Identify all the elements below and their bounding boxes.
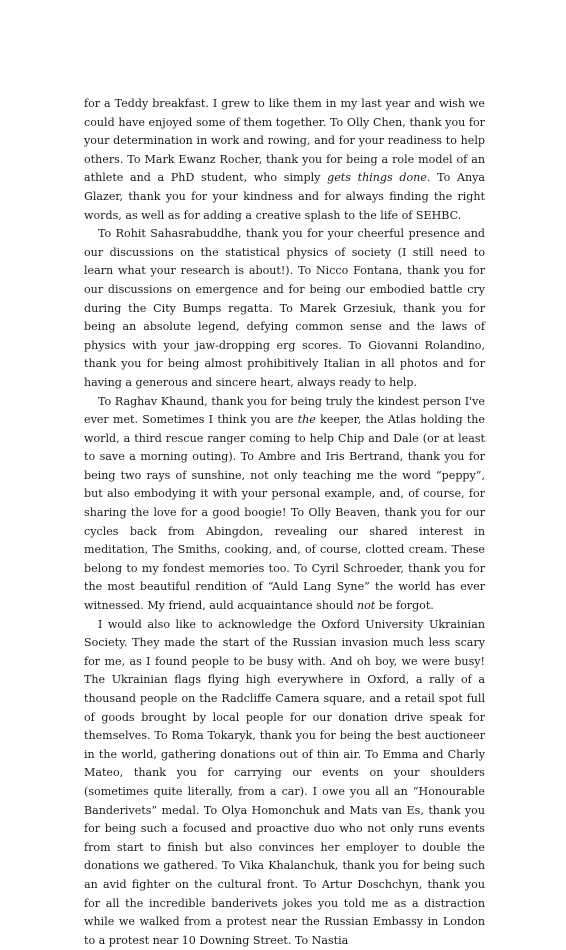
text-run: To Rohit Sahasrabuddhe, thank you for your cheerful presence and our discussions on the statistical physics of society (I still need to learn what your research is about!). To Nicco Fontana, thank you for our discussions on emergence and for being our embodied battle cry during the City Bumps regatta. To Marek Grzesiuk, thank you for being an absolute legend, defying common sense and the laws of physics with your jaw-dropping erg scores. To Giovanni Rolandino, thank you for being almost prohibitively Italian in all photos and for having a generous and sincere heart, always ready to help. [84,227,485,389]
text-run: be forgot. [375,599,434,613]
paragraph-p1 [84,95,485,225]
text-run: To Raghav Khaund, thank you for being truly the kindest person I've ever met. Sometimes I think you are [84,394,485,427]
acknowledgements-body [84,95,485,950]
paragraph-p4 [84,616,485,950]
emphasis-text: not [356,599,376,613]
emphasis-text: gets things done [327,171,427,185]
text-run: . To Anya Glazer, thank you for your kindness and for always finding the right words, as well as for adding a creative splash to the life of SEHBC. [84,171,485,222]
paragraph-p3 [84,393,485,616]
text-run: keeper, the Atlas holding the world, a third rescue ranger coming to help Chip and Dale (or at least to save a morning outing). To Ambre and Iris Bertrand, thank you for being two rays of sunshine, not only teaching me the word “peppy”, but also embodying it with your personal example, and, of course, for sharing the love for a good boogie! To Olly Beaven, thank you for our cycles back from Abingdon, revealing our shared interest in meditation, The Smiths, cooking, and, of course, clotted cream. These belong to my fondest memories too. To Cyril Schroeder, thank you for the most beautiful rendition of “Auld Lang Syne” the world has ever witnessed. My friend, auld acquaintance should [84,413,486,613]
text-run: for a Teddy breakfast. I grew to like them in my last year and wish we could have enjoyed some of them together. To Olly Chen, thank you for your determination in work and rowing, and for your readiness to help others. To Mark Ewanz Rocher, thank you for being a role model of an athlete and a PhD student, who simply [84,97,485,185]
emphasis-text: the [297,413,316,427]
text-run: I would also like to acknowledge the Oxford University Ukrainian Society. They made the start of the Russian invasion much less scary for me, as I found people to be busy with. And oh boy, we were busy! The Ukrainian flags flying high everywhere in Oxford, a rally of a thousand people on the Radcliffe Camera square, and a retail spot full of goods brought by local people for our donation drive speak for themselves. To Roma Tokaryk, thank you for being the best auctioneer in the world, gathering donations out of thin air. To Emma and Charly Mateo, thank you for carrying our events on your shoulders (sometimes quite literally, from a car). I owe you all an “Honourable Banderivets” medal. To Olya Homonchuk and Mats van Es, thank you for being such a focused and proactive duo who not only runs events from start to finish but also convinces her employer to double the donations we gathered. To Vika Khalanchuk, thank you for being such an avid fighter on the cultural front. To Artur Doschchyn, thank you for all the incredible banderivets jokes you told me as a distraction while we walked from a protest near the Russian Embassy in London to a protest near 10 Downing Street. To Nastia [84,617,485,947]
paragraph-p2 [84,225,485,392]
